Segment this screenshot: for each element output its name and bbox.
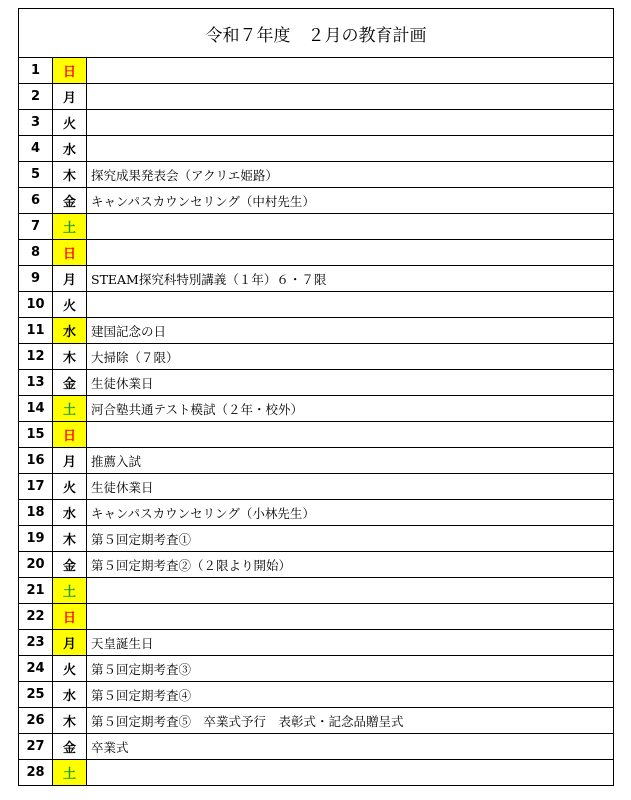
weekday-cell: 火 xyxy=(53,110,87,136)
table-row xyxy=(19,136,614,162)
plan-body xyxy=(19,9,614,786)
date-cell: 27 xyxy=(19,734,53,760)
weekday-cell: 土 xyxy=(53,760,87,786)
table-row xyxy=(19,214,614,240)
weekday-cell: 火 xyxy=(53,656,87,682)
event-cell: STEAM探究科特別講義（１年）６・７限 xyxy=(87,266,614,292)
event-cell: 卒業式 xyxy=(87,734,614,760)
page-title: 令和７年度 ２月の教育計画 xyxy=(19,9,614,58)
date-cell: 6 xyxy=(19,188,53,214)
event-cell xyxy=(87,240,614,266)
weekday-cell: 日 xyxy=(53,422,87,448)
date-cell: 4 xyxy=(19,136,53,162)
event-cell: キャンパスカウンセリング（小林先生） xyxy=(87,500,614,526)
event-cell xyxy=(87,84,614,110)
weekday-cell: 月 xyxy=(53,266,87,292)
date-cell: 23 xyxy=(19,630,53,656)
table-row xyxy=(19,58,614,84)
date-cell: 17 xyxy=(19,474,53,500)
weekday-cell: 水 xyxy=(53,318,87,344)
date-cell: 2 xyxy=(19,84,53,110)
weekday-cell: 水 xyxy=(53,136,87,162)
date-cell: 9 xyxy=(19,266,53,292)
event-cell: 推薦入試 xyxy=(87,448,614,474)
date-cell: 16 xyxy=(19,448,53,474)
date-cell: 25 xyxy=(19,682,53,708)
weekday-cell: 火 xyxy=(53,474,87,500)
event-cell xyxy=(87,214,614,240)
event-cell xyxy=(87,136,614,162)
weekday-cell: 水 xyxy=(53,682,87,708)
date-cell: 3 xyxy=(19,110,53,136)
table-row xyxy=(19,708,614,734)
date-cell: 26 xyxy=(19,708,53,734)
event-cell xyxy=(87,760,614,786)
table-row xyxy=(19,448,614,474)
weekday-cell: 日 xyxy=(53,604,87,630)
event-cell xyxy=(87,292,614,318)
table-row xyxy=(19,682,614,708)
table-row xyxy=(19,500,614,526)
table-row xyxy=(19,656,614,682)
table-row xyxy=(19,630,614,656)
event-cell: 第５回定期考査③ xyxy=(87,656,614,682)
event-cell: 河合塾共通テスト模試（２年・校外） xyxy=(87,396,614,422)
table-row xyxy=(19,292,614,318)
date-cell: 14 xyxy=(19,396,53,422)
table-row xyxy=(19,396,614,422)
table-row xyxy=(19,188,614,214)
date-cell: 18 xyxy=(19,500,53,526)
event-cell: 大掃除（７限） xyxy=(87,344,614,370)
table-row xyxy=(19,318,614,344)
event-cell xyxy=(87,110,614,136)
weekday-cell: 木 xyxy=(53,162,87,188)
table-row xyxy=(19,110,614,136)
table-row xyxy=(19,84,614,110)
date-cell: 21 xyxy=(19,578,53,604)
event-cell: 第５回定期考査⑤ 卒業式予行 表彰式・記念品贈呈式 xyxy=(87,708,614,734)
event-cell: 生徒休業日 xyxy=(87,370,614,396)
date-cell: 19 xyxy=(19,526,53,552)
event-cell: 生徒休業日 xyxy=(87,474,614,500)
weekday-cell: 月 xyxy=(53,84,87,110)
table-row xyxy=(19,526,614,552)
weekday-cell: 木 xyxy=(53,708,87,734)
weekday-cell: 金 xyxy=(53,370,87,396)
weekday-cell: 木 xyxy=(53,344,87,370)
weekday-cell: 金 xyxy=(53,734,87,760)
date-cell: 1 xyxy=(19,58,53,84)
date-cell: 13 xyxy=(19,370,53,396)
weekday-cell: 日 xyxy=(53,58,87,84)
weekday-cell: 水 xyxy=(53,500,87,526)
table-row xyxy=(19,162,614,188)
date-cell: 20 xyxy=(19,552,53,578)
weekday-cell: 土 xyxy=(53,214,87,240)
date-cell: 28 xyxy=(19,760,53,786)
table-row xyxy=(19,760,614,786)
table-row xyxy=(19,604,614,630)
date-cell: 12 xyxy=(19,344,53,370)
weekday-cell: 日 xyxy=(53,240,87,266)
table-row xyxy=(19,422,614,448)
event-cell xyxy=(87,578,614,604)
date-cell: 24 xyxy=(19,656,53,682)
event-cell: 建国記念の日 xyxy=(87,318,614,344)
weekday-cell: 金 xyxy=(53,552,87,578)
weekday-cell: 金 xyxy=(53,188,87,214)
table-row xyxy=(19,370,614,396)
date-cell: 11 xyxy=(19,318,53,344)
weekday-cell: 木 xyxy=(53,526,87,552)
table-row xyxy=(19,344,614,370)
table-row xyxy=(19,474,614,500)
event-cell: 第５回定期考査②（２限より開始） xyxy=(87,552,614,578)
event-cell xyxy=(87,604,614,630)
date-cell: 10 xyxy=(19,292,53,318)
event-cell xyxy=(87,58,614,84)
weekday-cell: 土 xyxy=(53,396,87,422)
table-row xyxy=(19,578,614,604)
table-row xyxy=(19,240,614,266)
event-cell: 探究成果発表会（アクリエ姫路） xyxy=(87,162,614,188)
date-cell: 8 xyxy=(19,240,53,266)
weekday-cell: 火 xyxy=(53,292,87,318)
event-cell: 天皇誕生日 xyxy=(87,630,614,656)
table-row xyxy=(19,734,614,760)
date-cell: 22 xyxy=(19,604,53,630)
weekday-cell: 月 xyxy=(53,630,87,656)
date-cell: 15 xyxy=(19,422,53,448)
weekday-cell: 土 xyxy=(53,578,87,604)
education-plan-table xyxy=(18,8,614,786)
date-cell: 7 xyxy=(19,214,53,240)
event-cell xyxy=(87,422,614,448)
event-cell: キャンパスカウンセリング（中村先生） xyxy=(87,188,614,214)
weekday-cell: 月 xyxy=(53,448,87,474)
title-row xyxy=(19,9,614,58)
table-row xyxy=(19,266,614,292)
event-cell: 第５回定期考査① xyxy=(87,526,614,552)
event-cell: 第５回定期考査④ xyxy=(87,682,614,708)
table-row xyxy=(19,552,614,578)
date-cell: 5 xyxy=(19,162,53,188)
